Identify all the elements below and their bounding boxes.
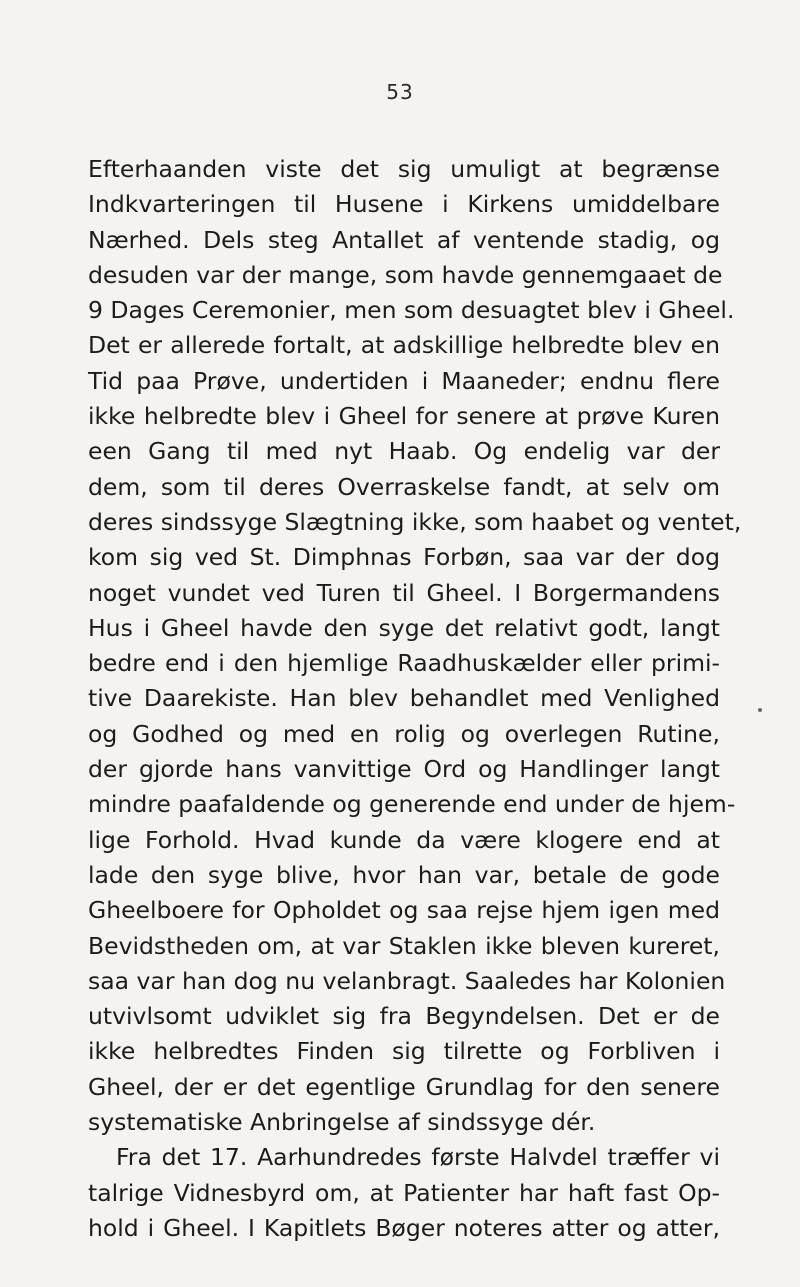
text-line: utvivlsomt udviklet sig fra Begyndelsen. Det er de: [88, 1002, 720, 1031]
text-line: Det er allerede fortalt, at adskillige helbredte blev en: [88, 331, 720, 360]
text-line: noget vundet ved Turen til Gheel. I Borgermandens: [88, 578, 720, 607]
text-line: kom sig ved St. Dimphnas Forbøn, saa var der dog: [88, 543, 720, 572]
text-line: bedre end i den hjemlige Raadhuskælder eller primi-: [88, 649, 720, 678]
text-line: een Gang til med nyt Haab. Og endelig var der: [88, 437, 720, 466]
text-line: Gheel, der er det egentlige Grundlag for den senere: [88, 1072, 720, 1101]
text-line: ikke helbredte blev i Gheel for senere at prøve Kuren: [88, 402, 720, 431]
text-line: lige Forhold. Hvad kunde da være klogere end at: [88, 825, 720, 854]
text-line: Hus i Gheel havde den syge det relativt godt, langt: [88, 613, 720, 642]
text-line: der gjorde hans vanvittige Ord og Handlinger langt: [88, 755, 720, 784]
text-line: Indkvarteringen til Husene i Kirkens umiddelbare: [88, 190, 720, 219]
text-line: Bevidstheden om, at var Staklen ikke bleven kureret,: [88, 931, 720, 960]
text-line: Tid paa Prøve, undertiden i Maaneder; endnu flere: [88, 366, 720, 395]
text-line: Efterhaanden viste det sig umuligt at begrænse: [88, 155, 720, 183]
text-line: talrige Vidnesbyrd om, at Patienter har haft fast Op-: [88, 1178, 720, 1207]
page-number: 53: [386, 80, 414, 104]
text-line: 9 Dages Ceremonier, men som desuagtet blev i Gheel.: [88, 296, 735, 325]
text-line: lade den syge blive, hvor han var, betale de gode: [88, 860, 720, 889]
text-line: Gheelboere for Opholdet og saa rejse hjem igen med: [88, 896, 720, 925]
text-line: dem, som til deres Overraskelse fandt, at selv om: [88, 472, 720, 501]
text-line: mindre paafaldende og generende end under de hjem-: [88, 790, 736, 819]
text-line: og Godhed og med en rolig og overlegen Rutine,: [88, 719, 720, 748]
text-line: Fra det 17. Aarhundredes første Halvdel træffer vi: [116, 1143, 720, 1172]
text-line: systematiske Anbringelse af sindssyge dér.: [88, 1108, 596, 1137]
text-line: hold i Gheel. I Kapitlets Bøger noteres atter og atter,: [88, 1213, 720, 1242]
text-line: ikke helbredtes Finden sig tilrette og Forbliven i: [88, 1037, 720, 1066]
body-text: [88, 152, 742, 1246]
paper-speck: [758, 708, 762, 712]
text-line: saa var han dog nu velanbragt. Saaledes har Kolonien: [88, 966, 726, 995]
text-line: tive Daarekiste. Han blev behandlet med Venlighed: [88, 684, 720, 713]
text-line: desuden var der mange, som havde gennemgaaet de: [88, 260, 723, 289]
text-line: Nærhed. Dels steg Antallet af ventende stadig, og: [88, 225, 720, 254]
text-line: deres sindssyge Slægtning ikke, som haabet og ventet,: [88, 507, 742, 536]
